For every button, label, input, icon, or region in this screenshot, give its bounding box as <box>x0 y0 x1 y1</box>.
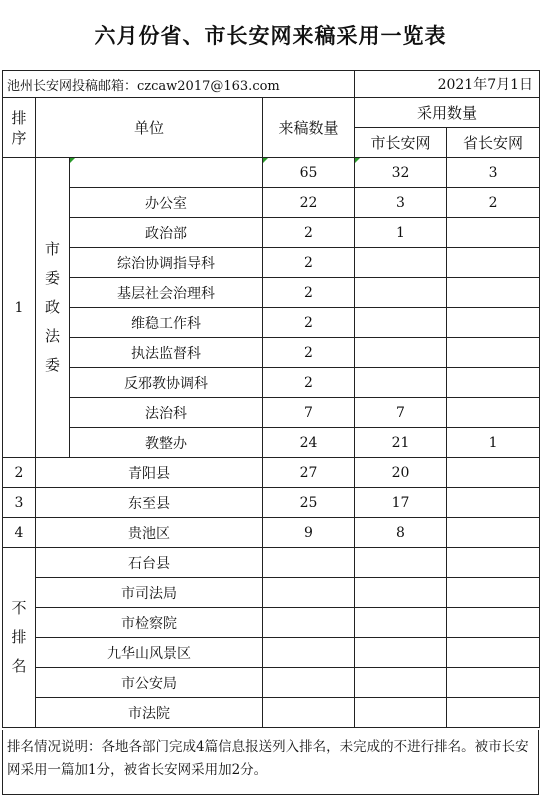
unit-cell: 反邪教协调科 <box>70 368 263 398</box>
unit-cell: 市检察院 <box>36 608 263 638</box>
province-adopted-cell <box>447 638 540 668</box>
submitted-cell: 2 <box>263 278 355 308</box>
unit-cell: 市公安局 <box>36 668 263 698</box>
table-row <box>3 308 540 338</box>
city-adopted-cell <box>355 308 447 338</box>
submission-email: 池州长安网投稿邮箱：czcaw2017@163.com <box>3 71 355 98</box>
unranked-label-cell <box>3 548 36 728</box>
city-adopted-cell: 1 <box>355 218 447 248</box>
unit-cell: 执法监督科 <box>70 338 263 368</box>
submitted-cell: 2 <box>263 248 355 278</box>
province-adopted-cell: 3 <box>447 158 540 188</box>
unit-cell: 市法院 <box>36 698 263 728</box>
submitted-cell: 7 <box>263 398 355 428</box>
unit-cell <box>70 158 263 188</box>
header-adopted: 采用数量 <box>355 98 540 128</box>
city-adopted-cell: 21 <box>355 428 447 458</box>
province-adopted-cell <box>447 248 540 278</box>
unit-cell: 政治部 <box>70 218 263 248</box>
unit-cell: 市司法局 <box>36 578 263 608</box>
header-submissions: 来稿数量 <box>263 98 355 158</box>
city-adopted-cell <box>355 548 447 578</box>
adoption-table <box>2 70 540 728</box>
unit-cell: 东至县 <box>36 488 263 518</box>
city-adopted-cell: 17 <box>355 488 447 518</box>
rank-cell: 2 <box>3 458 36 488</box>
province-adopted-cell: 2 <box>447 188 540 218</box>
header-row-1 <box>3 98 540 128</box>
city-adopted-cell <box>355 368 447 398</box>
submitted-cell <box>263 548 355 578</box>
city-adopted-cell <box>355 698 447 728</box>
city-adopted-cell <box>355 248 447 278</box>
city-adopted-cell: 8 <box>355 518 447 548</box>
submitted-cell <box>263 668 355 698</box>
city-adopted-cell <box>355 578 447 608</box>
rank-cell: 3 <box>3 488 36 518</box>
group-name-cell <box>36 158 70 458</box>
header-unit: 单位 <box>36 98 263 158</box>
unranked-label: 不排名 <box>11 599 27 675</box>
submitted-cell: 2 <box>263 308 355 338</box>
submitted-cell: 9 <box>263 518 355 548</box>
unit-cell: 基层社会治理科 <box>70 278 263 308</box>
unit-cell: 教整办 <box>70 428 263 458</box>
rank-cell: 1 <box>3 158 36 458</box>
province-adopted-cell <box>447 368 540 398</box>
province-adopted-cell <box>447 698 540 728</box>
table-row <box>3 218 540 248</box>
table-row <box>3 608 540 638</box>
table-row <box>3 278 540 308</box>
report-date: 2021年7月1日 <box>355 71 540 98</box>
province-adopted-cell <box>447 278 540 308</box>
city-adopted-cell <box>355 338 447 368</box>
city-adopted-cell <box>355 668 447 698</box>
city-adopted-cell <box>355 278 447 308</box>
table-row <box>3 248 540 278</box>
table-row <box>3 668 540 698</box>
city-adopted-cell: 3 <box>355 188 447 218</box>
city-adopted-cell: 32 <box>355 158 447 188</box>
unit-cell: 办公室 <box>70 188 263 218</box>
unit-cell: 综治协调指导科 <box>70 248 263 278</box>
header-rank: 排序 <box>3 98 36 158</box>
submitted-cell <box>263 638 355 668</box>
province-adopted-cell: 1 <box>447 428 540 458</box>
submitted-cell <box>263 698 355 728</box>
table-row <box>3 698 540 728</box>
submitted-cell <box>263 608 355 638</box>
info-row <box>3 71 540 98</box>
submitted-cell: 2 <box>263 218 355 248</box>
header-province-site: 省长安网 <box>447 128 540 158</box>
submitted-cell: 27 <box>263 458 355 488</box>
unit-cell: 青阳县 <box>36 458 263 488</box>
table-row <box>3 188 540 218</box>
province-adopted-cell <box>447 218 540 248</box>
province-adopted-cell <box>447 458 540 488</box>
submitted-cell: 25 <box>263 488 355 518</box>
submitted-cell: 24 <box>263 428 355 458</box>
city-adopted-cell: 7 <box>355 398 447 428</box>
province-adopted-cell <box>447 488 540 518</box>
table-row <box>3 578 540 608</box>
group-name: 市委政法委 <box>45 240 61 374</box>
province-adopted-cell <box>447 518 540 548</box>
province-adopted-cell <box>447 608 540 638</box>
unit-cell: 法治科 <box>70 398 263 428</box>
submitted-cell <box>263 578 355 608</box>
unit-cell: 石台县 <box>36 548 263 578</box>
table-row <box>3 638 540 668</box>
table-row <box>3 548 540 578</box>
page-title: 六月份省、市长安网来稿采用一览表 <box>94 24 447 48</box>
province-adopted-cell <box>447 668 540 698</box>
province-adopted-cell <box>447 338 540 368</box>
header-city-site: 市长安网 <box>355 128 447 158</box>
table-row <box>3 338 540 368</box>
province-adopted-cell <box>447 578 540 608</box>
table-row <box>3 368 540 398</box>
table-row <box>3 428 540 458</box>
submitted-cell: 2 <box>263 338 355 368</box>
unit-cell: 贵池区 <box>36 518 263 548</box>
city-adopted-cell <box>355 638 447 668</box>
city-adopted-cell <box>355 608 447 638</box>
city-adopted-cell: 20 <box>355 458 447 488</box>
unit-cell: 九华山风景区 <box>36 638 263 668</box>
submitted-cell: 65 <box>263 158 355 188</box>
rank-cell: 4 <box>3 518 36 548</box>
table-row <box>3 158 540 188</box>
unit-cell: 维稳工作科 <box>70 308 263 338</box>
submitted-cell: 22 <box>263 188 355 218</box>
province-adopted-cell <box>447 548 540 578</box>
table-row <box>3 518 540 548</box>
province-adopted-cell <box>447 308 540 338</box>
province-adopted-cell <box>447 398 540 428</box>
table-row <box>3 398 540 428</box>
table-row <box>3 488 540 518</box>
submitted-cell: 2 <box>263 368 355 398</box>
table-row <box>3 458 540 488</box>
ranking-note: 排名情况说明：各地各部门完成4篇信息报送列入排名，未完成的不进行排名。被市长安网采用一篇加1分，被省长安网采用加2分。 <box>2 730 539 795</box>
